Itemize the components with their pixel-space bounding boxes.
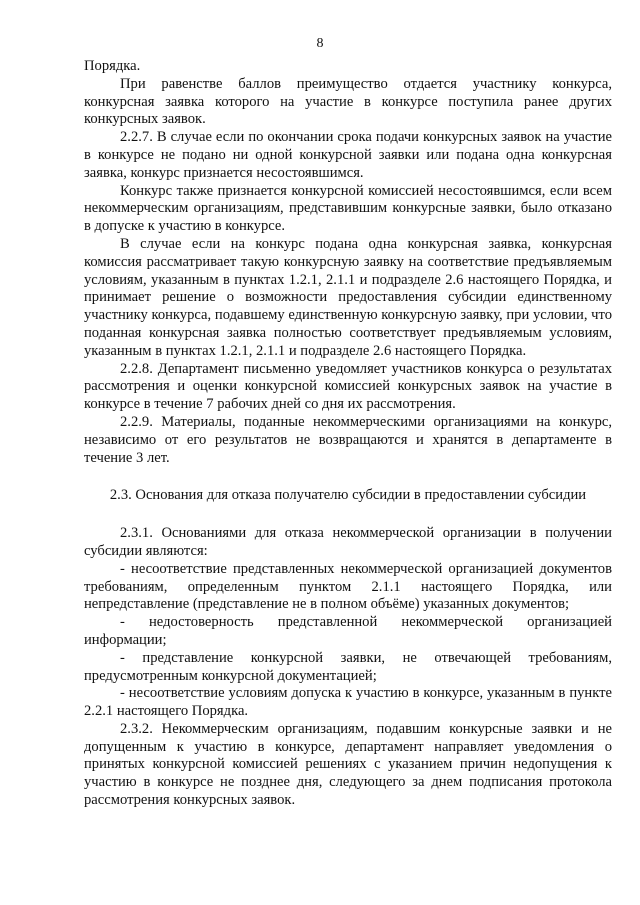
paragraph: При равенстве баллов преимущество отдается участнику конкурса, конкурсная заявка которого на участие в конкурсе поступила ранее других конкурсных заявок.	[84, 75, 612, 128]
list-item: - несоответствие условиям допуска к участию в конкурсе, указанным в пункте 2.2.1 настоящего Порядка.	[84, 685, 612, 720]
paragraph: Порядка.	[84, 58, 141, 74]
page-number: 8	[316, 36, 324, 51]
section-heading: 2.3. Основания для отказа получателю субсидии в предоставлении субсидии	[109, 487, 587, 504]
paragraph: 2.3.2. Некоммерческим организациям, подавшим конкурсные заявки и не допущенным к участию в конкурсе, департамент направляет уведомления о принятых конкурсной комиссией решениях с указанием причин недопущения к участию в конкурсе не позднее дня, следующего за днем подписания протокола рассмотрения конкурсных заявок.	[84, 720, 612, 809]
paragraph: В случае если на конкурс подана одна конкурсная заявка, конкурсная комиссия рассматривает такую конкурсную заявку на соответствие предъявляемым условиям, указанным в пунктах 1.2.1, 2.1.1 и подразделе 2.6 настоящего Порядка, и принимает решение о возможности предоставления субсидии единственному участнику конкурса, подавшему единственную конкурсную заявку, при условии, что поданная конкурсная заявка полностью соответствует предъявляемым условиям, указанным в пунктах 1.2.1, 2.1.1 и подразделе 2.6 настоящего Порядка.	[84, 235, 612, 359]
paragraph: 2.2.7. В случае если по окончании срока подачи конкурсных заявок на участие в конкурсе не подано ни одной конкурсной заявки или подана одна конкурсная заявка, конкурс признается несостоявшимся.	[84, 129, 612, 181]
list-item: - несоответствие представленных некоммерческой организацией документов требованиям, определенным пунктом 2.1.1 настоящего Порядка, или непредставление (представление не в полном объёме) указанных документов;	[84, 560, 612, 613]
paragraph: Конкурс также признается конкурсной комиссией несостоявшимся, если всем некоммерческим организациям, представившим конкурсные заявки, было отказано в допуске к участию в конкурсе.	[84, 182, 612, 235]
document-body	[84, 58, 612, 810]
paragraph: 2.2.8. Департамент письменно уведомляет участников конкурса о результатах рассмотрения и оценки конкурсной комиссией конкурсных заявок на участие в конкурсе в течение 7 рабочих дней со дня их рассмотрения.	[84, 360, 612, 413]
list-item: - представление конкурсной заявки, не отвечающей требованиям, предусмотренным конкурсной документацией;	[84, 649, 612, 684]
paragraph: 2.2.9. Материалы, поданные некоммерческими организациями на конкурс, независимо от его результатов не возвращаются и хранятся в департаменте в течение 3 лет.	[84, 413, 612, 466]
list-item: - недостоверность представленной некоммерческой организацией информации;	[84, 614, 612, 648]
paragraph: 2.3.1. Основаниями для отказа некоммерческой организации в получении субсидии являются:	[84, 525, 612, 559]
